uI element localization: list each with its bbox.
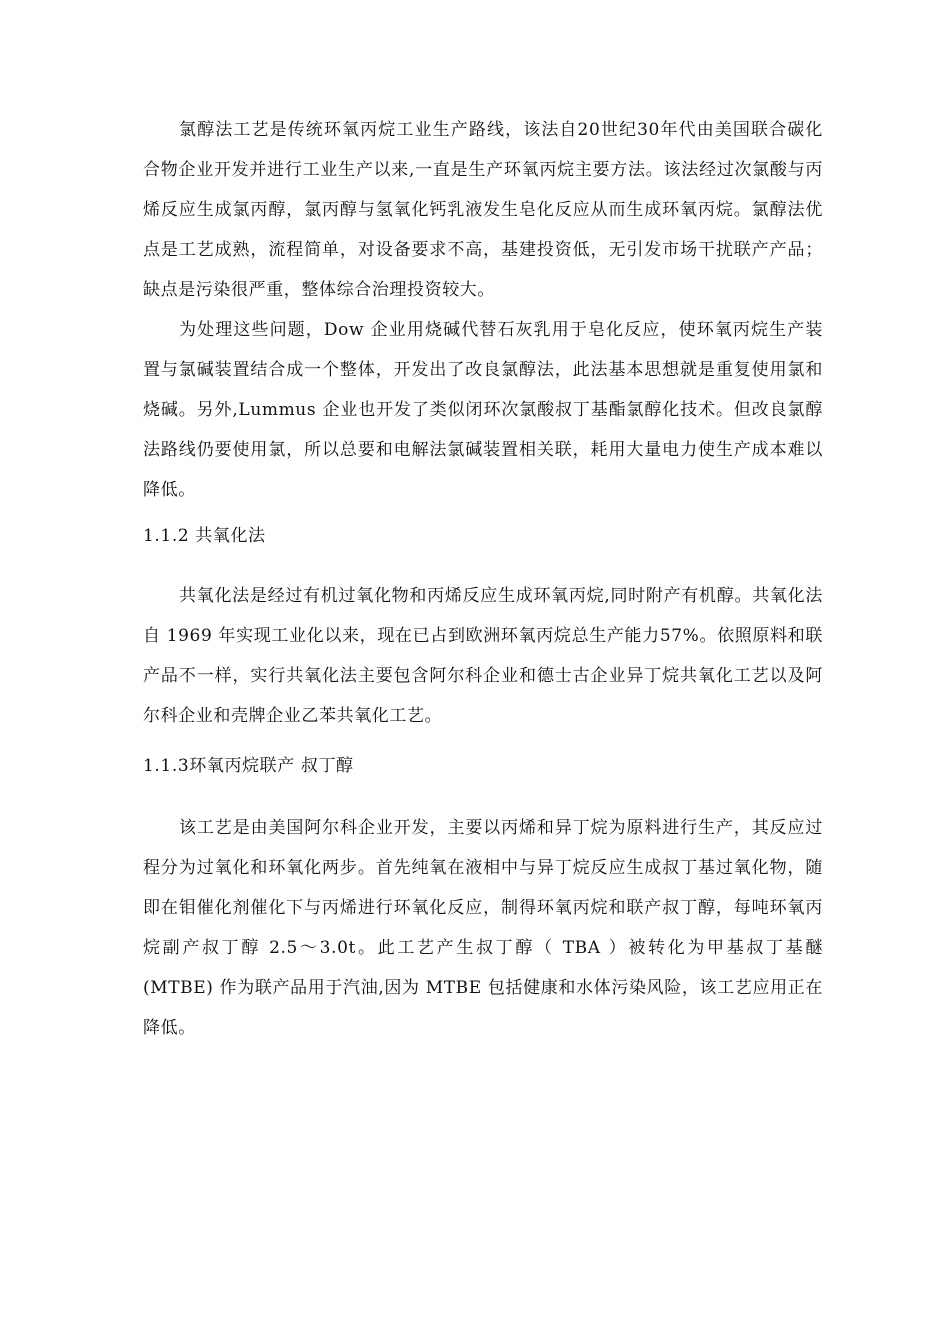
paragraph-chlorohydrin-process: 氯醇法工艺是传统环氧丙烷工业生产路线，该法自20世纪30年代由美国联合碳化合物企业开发并进行工业生产以来,一直是生产环氧丙烷主要方法。该法经过次氯酸与丙烯反应生成氯丙醇，氯丙醇与氢氧化钙乳液发生皂化反应从而生成环氧丙烷。氯醇法优点是工艺成熟，流程简单，对设备要求不高，基建投资低，无引发市场干扰联产产品；缺点是污染很严重，整体综合治理投资较大。 bbox=[143, 120, 823, 300]
paragraph-co-oxidation: 共氧化法是经过有机过氧化物和丙烯反应生成环氧丙烷,同时附产有机醇。共氧化法自 1969 年实现工业化以来，现在已占到欧洲环氧丙烷总生产能力57%。依照原料和联产品不一样，实行共氧化法主要包含阿尔科企业和德士古企业异丁烷共氧化工艺以及阿尔科企业和壳牌企业乙苯共氧化工艺。 bbox=[143, 586, 823, 726]
section-heading-co-oxidation: 1.1.2 共氧化法 bbox=[143, 526, 266, 546]
paragraph-po-tba-process: 该工艺是由美国阿尔科企业开发，主要以丙烯和异丁烷为原料进行生产，其反应过程分为过氧化和环氧化两步。首先纯氧在液相中与异丁烷反应生成叔丁基过氧化物，随即在钼催化剂催化下与丙烯进行环氧化反应，制得环氧丙烷和联产叔丁醇，每吨环氧丙烷副产叔丁醇 2.5～3.0t。此工艺产生叔丁醇（ TBA ）被转化为甲基叔丁基醚(MTBE) 作为联产品用于汽油,因为 MTBE 包括健康和水体污染风险，该工艺应用正在降低。 bbox=[143, 818, 823, 1038]
paragraph-improved-chlorohydrin: 为处理这些问题，Dow 企业用烧碱代替石灰乳用于皂化反应，使环氧丙烷生产装置与氯碱装置结合成一个整体，开发出了改良氯醇法，此法基本思想就是重复使用氯和烧碱。另外,Lummus 企业也开发了类似闭环次氯酸叔丁基酯氯醇化技术。但改良氯醇法路线仍要使用氯，所以总要和电解法氯碱装置相关联，耗用大量电力使生产成本难以降低。 bbox=[143, 320, 823, 500]
section-heading-po-tba: 1.1.3环氧丙烷联产 叔丁醇 bbox=[143, 756, 354, 776]
document-body bbox=[143, 110, 823, 1048]
